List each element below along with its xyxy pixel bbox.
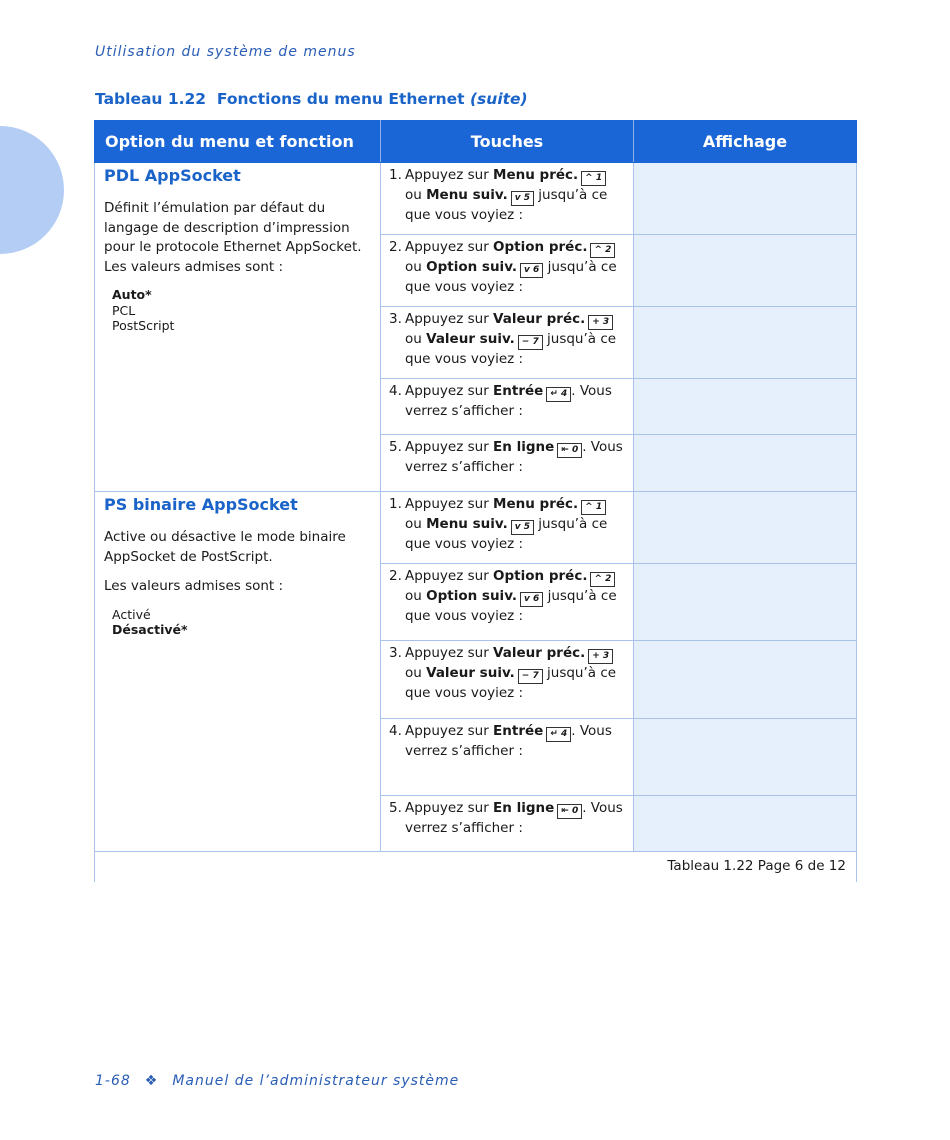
option-title: PDL AppSocket <box>104 166 241 185</box>
key-name: Valeur suiv. <box>426 665 515 681</box>
option-cell-pdl-appsocket <box>95 163 381 492</box>
key-name: Menu suiv. <box>426 187 508 203</box>
step-text: jusqu’à ce que vous voyiez : <box>405 516 608 552</box>
key-name: Valeur préc. <box>493 311 586 327</box>
page-number: 1-68 <box>95 1073 131 1089</box>
display-cell <box>634 719 857 796</box>
table-footer-row <box>95 852 857 883</box>
step-text: ou <box>405 516 427 532</box>
key-name: Entrée <box>493 723 544 739</box>
step-text: jusqu’à ce que vous voyiez : <box>405 187 608 223</box>
key-name: En ligne <box>493 800 555 816</box>
online-key-icon: ⇤ 0 <box>557 804 582 819</box>
step-text: ou <box>405 588 427 604</box>
step-number: 5. <box>389 800 402 816</box>
option-title: PS binaire AppSocket <box>104 495 298 514</box>
display-cell <box>634 235 857 307</box>
key-name: Menu préc. <box>493 167 579 183</box>
step-cell <box>381 435 634 492</box>
value-down-key-icon: − 7 <box>518 335 543 350</box>
table-page-indicator: Tableau 1.22 Page 6 de 12 <box>95 852 857 883</box>
table-caption <box>95 90 528 108</box>
key-name: Option suiv. <box>426 588 518 604</box>
step-number: 4. <box>389 383 402 399</box>
step-cell <box>381 307 634 379</box>
step-cell <box>381 641 634 719</box>
step-text: ou <box>405 259 427 275</box>
diamond-separator-icon: ❖ <box>144 1073 159 1089</box>
step-text: Appuyez sur <box>405 568 494 584</box>
value-up-key-icon: + 3 <box>588 649 613 664</box>
caption-title: Fonctions du menu Ethernet <box>216 90 465 108</box>
step-number: 3. <box>389 311 402 327</box>
step-text: Appuyez sur <box>405 496 494 512</box>
option-description: Active ou désactive le mode binaire AppSocket de PostScript. <box>104 529 346 565</box>
step-number: 3. <box>389 645 402 661</box>
option-up-key-icon: ^ 2 <box>590 243 615 258</box>
table-row <box>95 492 857 564</box>
display-cell <box>634 307 857 379</box>
display-cell <box>634 492 857 564</box>
option-value: Activé <box>112 606 151 622</box>
step-number: 5. <box>389 439 402 455</box>
step-text: Appuyez sur <box>405 439 494 455</box>
display-cell <box>634 564 857 641</box>
key-name: Valeur préc. <box>493 645 586 661</box>
key-name: Option préc. <box>493 568 588 584</box>
enter-key-icon: ↵ 4 <box>546 727 571 742</box>
option-values <box>104 287 371 334</box>
display-cell <box>634 379 857 435</box>
display-cell <box>634 435 857 492</box>
step-text: Appuyez sur <box>405 645 494 661</box>
menu-down-key-icon: v 5 <box>511 520 534 535</box>
option-down-key-icon: v 6 <box>520 263 543 278</box>
step-cell <box>381 163 634 235</box>
step-text: Appuyez sur <box>405 383 494 399</box>
option-up-key-icon: ^ 2 <box>590 572 615 587</box>
display-cell <box>634 641 857 719</box>
table-header-row <box>95 121 857 163</box>
step-text: jusqu’à ce que vous voyiez : <box>405 665 617 701</box>
step-number: 1. <box>389 167 402 183</box>
header-keys: Touches <box>381 121 634 163</box>
option-value: PCL <box>112 302 136 318</box>
display-cell <box>634 796 857 852</box>
page-footer <box>95 1073 459 1089</box>
value-down-key-icon: − 7 <box>518 669 543 684</box>
option-values <box>104 607 371 638</box>
menu-down-key-icon: v 5 <box>511 191 534 206</box>
step-number: 4. <box>389 723 402 739</box>
step-text: Appuyez sur <box>405 311 494 327</box>
step-cell <box>381 564 634 641</box>
key-name: Menu suiv. <box>426 516 508 532</box>
online-key-icon: ⇤ 0 <box>557 443 582 458</box>
option-description: Les valeurs admises sont : <box>104 578 284 594</box>
step-cell <box>381 235 634 307</box>
step-text: Appuyez sur <box>405 723 494 739</box>
step-text: Appuyez sur <box>405 800 494 816</box>
step-text: . Vous verrez s’afficher : <box>405 383 612 419</box>
value-up-key-icon: + 3 <box>588 315 613 330</box>
step-text: jusqu’à ce que vous voyiez : <box>405 259 617 295</box>
step-text: . Vous verrez s’afficher : <box>405 723 612 759</box>
menu-up-key-icon: ^ 1 <box>581 171 606 186</box>
option-cell-ps-binaire-appsocket <box>95 492 381 852</box>
option-value: PostScript <box>112 318 175 333</box>
step-text: ou <box>405 187 427 203</box>
step-cell <box>381 379 634 435</box>
header-option: Option du menu et fonction <box>95 121 381 163</box>
option-value-default: Désactivé* <box>112 622 188 637</box>
step-number: 2. <box>389 568 402 584</box>
step-text: Appuyez sur <box>405 239 494 255</box>
running-head: Utilisation du système de menus <box>95 44 356 60</box>
caption-suite: (suite) <box>469 90 528 108</box>
key-name: Option suiv. <box>426 259 518 275</box>
key-name: En ligne <box>493 439 555 455</box>
menu-up-key-icon: ^ 1 <box>581 500 606 515</box>
step-cell <box>381 492 634 564</box>
caption-label: Tableau 1.22 <box>95 90 207 108</box>
step-cell <box>381 796 634 852</box>
document-title: Manuel de l’administrateur système <box>172 1073 460 1089</box>
key-name: Entrée <box>493 383 544 399</box>
key-name: Valeur suiv. <box>426 331 515 347</box>
ethernet-menu-table <box>94 120 857 882</box>
key-name: Menu préc. <box>493 496 579 512</box>
display-cell <box>634 163 857 235</box>
step-text: jusqu’à ce que vous voyiez : <box>405 588 617 624</box>
step-text: ou <box>405 665 427 681</box>
step-cell <box>381 719 634 796</box>
step-number: 2. <box>389 239 402 255</box>
step-text: ou <box>405 331 427 347</box>
key-name: Option préc. <box>493 239 588 255</box>
option-down-key-icon: v 6 <box>520 592 543 607</box>
option-value-default: Auto* <box>112 287 152 302</box>
step-text: . Vous verrez s’afficher : <box>405 439 623 475</box>
chapter-tab-decoration <box>0 126 64 254</box>
table-row <box>95 163 857 235</box>
step-number: 1. <box>389 496 402 512</box>
header-display: Affichage <box>634 121 857 163</box>
step-text: jusqu’à ce que vous voyiez : <box>405 331 617 367</box>
option-description: Définit l’émulation par défaut du langage de description d’impression pour le protocole Ethernet AppSocket. Les valeurs admises sont : <box>104 200 362 275</box>
step-text: . Vous verrez s’afficher : <box>405 800 623 836</box>
enter-key-icon: ↵ 4 <box>546 387 571 402</box>
step-text: Appuyez sur <box>405 167 494 183</box>
